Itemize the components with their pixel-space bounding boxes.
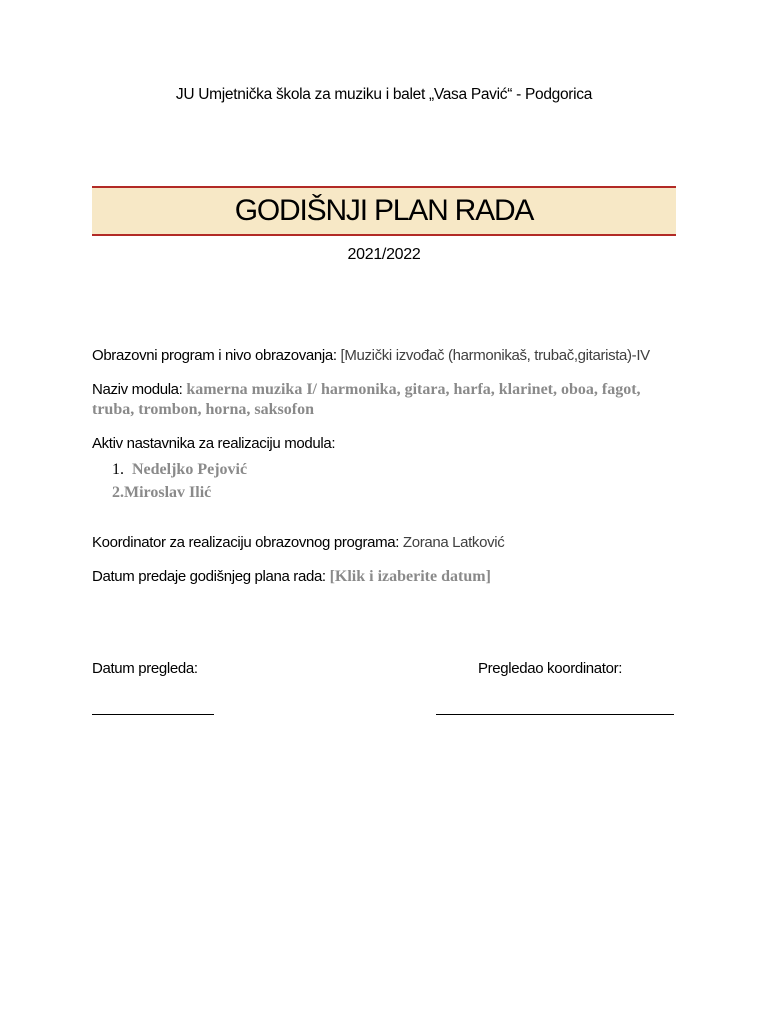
school-year: 2021/2022 <box>347 246 421 263</box>
teacher-number: 2. <box>112 484 124 501</box>
school-name: JU Umjetnička škola za muziku i balet „Vasa Pavić“ - Podgorica <box>175 86 593 103</box>
title-band <box>92 186 676 236</box>
document-title: GODIŠNJI PLAN RADA <box>234 194 534 227</box>
module-row <box>92 380 682 420</box>
teacher-name[interactable]: Nedeljko Pejović <box>132 461 248 478</box>
teacher-item-2 <box>112 483 211 503</box>
program-row <box>92 346 682 366</box>
coordinator-row <box>92 533 682 553</box>
program-label: Obrazovni program i nivo obrazovanja: <box>92 347 337 364</box>
submission-date-label: Datum predaje godišnjeg plana rada: <box>92 568 326 585</box>
coordinator-label: Koordinator za realizaciju obrazovnog programa: <box>92 534 400 551</box>
teacher-item-1 <box>112 460 247 480</box>
submission-date-row <box>92 567 682 587</box>
date-picker-field[interactable]: [Klik i izaberite datum] <box>329 568 491 585</box>
teacher-number: 1. <box>112 461 124 478</box>
review-date-signature-line <box>92 714 214 715</box>
coordinator-value[interactable]: Zorana Latković <box>402 534 505 551</box>
module-value[interactable]: kamerna muzika I/ harmonika, gitara, harfa, klarinet, oboa, fagot, truba, trombon, horna, saksofon <box>92 381 641 418</box>
reviewer-label: Pregledao koordinator: <box>478 660 623 677</box>
teachers-label-row <box>92 434 682 454</box>
teacher-name[interactable]: Miroslav Ilić <box>124 484 212 501</box>
teachers-label: Aktiv nastavnika za realizaciju modula: <box>92 435 336 452</box>
review-date-label: Datum pregleda: <box>92 660 198 677</box>
program-bracket: [ <box>340 347 345 364</box>
reviewer-signature-line <box>436 714 674 715</box>
program-value[interactable]: Muzički izvođač (harmonikaš, trubač,gitarista)-IV <box>344 347 650 364</box>
module-label: Naziv modula: <box>92 381 183 398</box>
